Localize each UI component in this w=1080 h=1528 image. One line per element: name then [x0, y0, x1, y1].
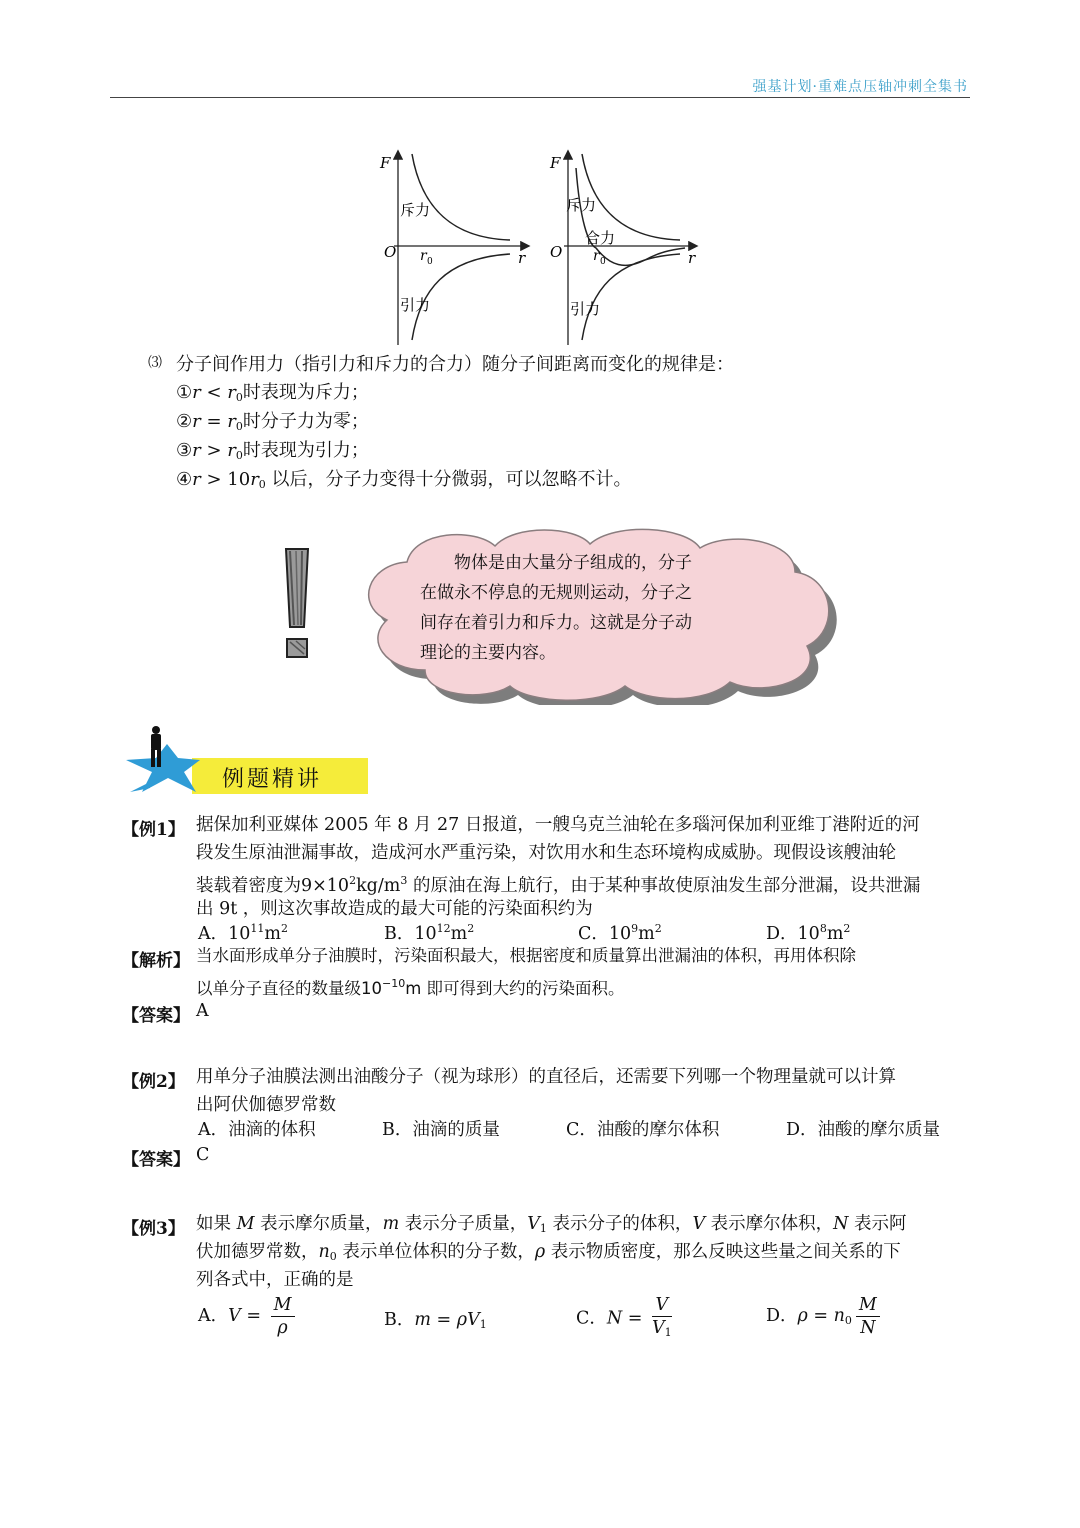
right-repel-label: 斥力 [566, 196, 597, 214]
force-diagrams [360, 140, 720, 350]
left-f-label: F [380, 154, 391, 172]
left-repel-label: 斥力 [400, 201, 431, 219]
diagram-right [549, 152, 696, 345]
right-repel-curve [582, 154, 680, 240]
rule-item-3: ③r > $r_0$时表现为引力； [176, 440, 369, 462]
right-resultant-label: 合力 [585, 229, 616, 247]
banner-label: 例题精讲 [222, 767, 323, 792]
ex3-line-3: 列各式中，正确的是 [196, 1270, 354, 1290]
ex1-analysis-line-2: 以单分子直径的数量级$10^{-10}m$ 即可得到大约的污染面积。 [196, 977, 625, 998]
ex2-tag: 【例2】 [122, 1072, 185, 1092]
left-r0-sub: 0 [427, 257, 433, 267]
right-o-label: O [550, 243, 563, 261]
right-attract-curve [582, 254, 680, 340]
ex3-line-2: 伏加德罗常数，$n_0$ 表示单位体积的分子数，ρ 表示物质密度，那么反映这些量之间关系的下 [196, 1242, 901, 1263]
ex2-option-a: A．油滴的体积 [198, 1120, 316, 1140]
section3-number: ⑶ [148, 355, 162, 371]
ex2-option-b: B．油滴的质量 [382, 1120, 500, 1140]
left-r-label: r [518, 249, 526, 267]
right-r0-label: r [593, 248, 600, 264]
ex1-option-b: B．$10^{12}m^2$ [384, 922, 475, 944]
ex2-option-d: D．油酸的摩尔质量 [786, 1120, 941, 1140]
ex3-option-a: A．V = $\frac{M}{\rho}$ [198, 1294, 295, 1339]
cloud-line: 间存在着引力和斥力。这就是分子动 [420, 613, 692, 633]
ex1-line-4: 出 9t ，则这次事故造成的最大可能的污染面积约为 [196, 899, 593, 919]
ex1-option-d: D．$10^8m^2$ [766, 922, 851, 944]
ex1-tag: 【例1】 [122, 820, 185, 840]
left-repel-curve [412, 154, 510, 240]
ex2-line-2: 出阿伏伽德罗常数 [196, 1095, 336, 1115]
exclamation-icon [278, 545, 318, 665]
left-r0-label: r [420, 248, 427, 264]
ex1-line-2: 段发生原油泄漏事故，造成河水严重污染，对饮用水和生态环境构成威胁。现假设该艘油轮 [196, 843, 896, 863]
right-attract-label: 引力 [570, 300, 601, 318]
left-attract-label: 引力 [400, 296, 431, 314]
ex1-analysis-tag: 【解析】 [122, 951, 190, 971]
ex1-line-1: 据保加利亚媒体 2005 年 8 月 27 日报道，一艘乌克兰油轮在多瑙河保加利亚维丁港附近的河 [196, 815, 920, 835]
right-f-label: F [550, 154, 561, 172]
ex1-answer: A [196, 1001, 209, 1021]
ex3-line-1: 如果 M 表示摩尔质量，m 表示分子质量，$V_1$ 表示分子的体积，V 表示摩尔体积，N 表示阿 [196, 1214, 907, 1235]
ex3-option-b: B．$m = \rho V_1$ [384, 1310, 487, 1331]
ex1-answer-tag: 【答案】 [122, 1006, 190, 1026]
ex1-option-c: C．$10^9m^2$ [578, 922, 662, 944]
ex2-option-c: C．油酸的摩尔体积 [566, 1120, 720, 1140]
header-rule [110, 97, 970, 98]
ex1-option-a: A．$10^{11}m^2$ [198, 922, 289, 944]
ex2-answer: C [196, 1145, 210, 1165]
diagram-left [379, 152, 528, 345]
cloud-line: 物体是由大量分子组成的，分子 [420, 553, 692, 573]
section3-intro: 分子间作用力（指引力和斥力的合力）随分子间距离而变化的规律是： [176, 354, 734, 375]
rule-item-1: ①r < $r_0$时表现为斥力； [176, 382, 369, 404]
ex1-line-3: 装载着密度为$9\times 10^2kg/m^3$ 的原油在海上航行，由于某种事故使原油发生部分泄漏，设共泄漏 [196, 874, 921, 896]
ex1-analysis-line-1: 当水面形成单分子油膜时，污染面积最大，根据密度和质量算出泄漏油的体积，再用体积除 [196, 946, 856, 965]
rule-item-4: ④r > $10r_0$ 以后，分子力变得十分微弱，可以忽略不计。 [176, 469, 632, 491]
right-r-label: r [688, 249, 696, 267]
left-o-label: O [384, 243, 397, 261]
cloud-text [420, 548, 692, 668]
star-icon [126, 744, 200, 792]
rule-item-2: ②r = $r_0$时分子力为零； [176, 411, 369, 433]
cloud-line: 在做永不停息的无规则运动，分子之 [420, 583, 692, 603]
cloud-line: 理论的主要内容。 [420, 643, 556, 663]
header-title: 强基计划·重难点压轴冲刺全集书 [752, 79, 968, 95]
right-r0-sub: 0 [600, 257, 606, 267]
ex2-line-1: 用单分子油膜法测出油酸分子（视为球形）的直径后，还需要下列哪一个物理量就可以计算 [196, 1067, 896, 1087]
ex3-option-d: D．$\rho = n_0$ $\frac{M}{N}$ [766, 1294, 880, 1339]
ex2-answer-tag: 【答案】 [122, 1150, 190, 1170]
ex3-tag: 【例3】 [122, 1219, 185, 1239]
ex3-option-c: C．N = $\frac{V}{V_1}$ [576, 1295, 672, 1339]
